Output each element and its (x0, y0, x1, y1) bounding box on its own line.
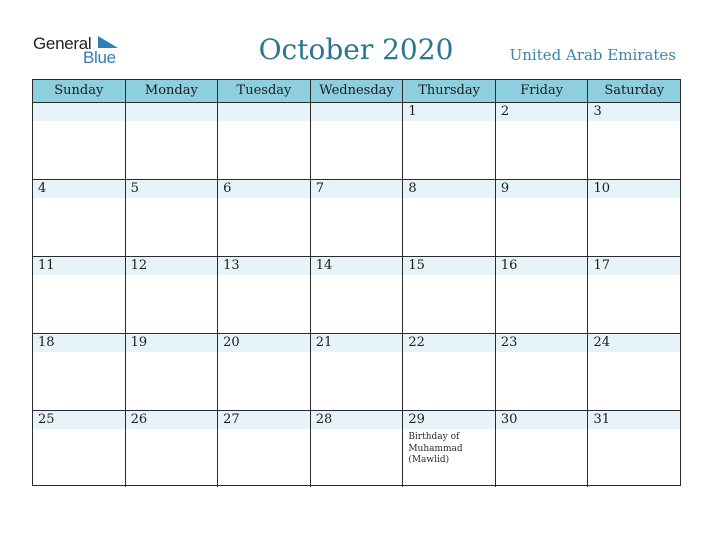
weekday-header (33, 80, 680, 103)
day-cell (588, 334, 680, 410)
day-cell (311, 334, 404, 410)
day-cell (588, 257, 680, 333)
day-cell (33, 257, 126, 333)
date-band (588, 103, 680, 121)
day-cell (403, 103, 496, 179)
day-number: 21 (315, 335, 333, 350)
calendar-title: October 2020 (258, 33, 454, 66)
weeks-container (33, 103, 680, 487)
day-number: 11 (38, 258, 55, 273)
day-cell (218, 257, 311, 333)
day-cell (496, 411, 589, 487)
day-cell (126, 257, 219, 333)
day-number: 22 (408, 335, 425, 350)
weekday-sunday: Sunday (33, 80, 126, 102)
day-cell (403, 411, 496, 487)
day-number: 13 (223, 258, 240, 273)
day-number: 27 (223, 412, 240, 427)
empty-day-cell (126, 103, 219, 179)
day-cell (218, 180, 311, 256)
day-number: 14 (315, 258, 333, 273)
day-number: 10 (593, 181, 611, 196)
empty-day-cell (311, 103, 404, 179)
day-number: 3 (593, 104, 602, 119)
day-number: 31 (593, 412, 611, 427)
holiday-event: Birthday of Muhammad (Mawlid) (408, 432, 463, 465)
weekday-friday: Friday (496, 80, 589, 102)
day-cell (588, 180, 680, 256)
weekday-saturday: Saturday (604, 83, 665, 98)
day-cell (588, 411, 680, 487)
day-cell (311, 180, 404, 256)
date-band (311, 103, 403, 121)
day-number: 1 (408, 104, 417, 119)
week-row (33, 257, 680, 334)
date-band (403, 180, 495, 198)
day-cell (33, 334, 126, 410)
day-number: 6 (223, 181, 232, 196)
date-band (496, 103, 588, 121)
date-band (218, 103, 310, 121)
day-number: 26 (130, 412, 148, 427)
day-number: 25 (38, 412, 55, 427)
country-label: United Arab Emirates (509, 46, 676, 64)
day-number: 24 (593, 335, 611, 350)
day-cell (311, 411, 404, 487)
day-cell (218, 411, 311, 487)
day-cell (496, 334, 589, 410)
empty-day-cell (33, 103, 126, 179)
day-cell (496, 257, 589, 333)
day-number: 28 (315, 412, 333, 427)
day-cell (496, 180, 589, 256)
day-cell (33, 411, 126, 487)
day-number: 12 (130, 258, 148, 273)
empty-day-cell (218, 103, 311, 179)
date-band (126, 103, 218, 121)
day-number: 7 (315, 181, 325, 196)
day-number: 9 (500, 181, 510, 196)
calendar-grid (32, 79, 681, 486)
logo-text-blue: Blue (83, 48, 116, 67)
day-cell (311, 257, 404, 333)
day-number: 4 (38, 181, 47, 196)
day-cell (403, 180, 496, 256)
weekday-thursday: Thursday (403, 80, 496, 102)
day-number: 20 (223, 335, 240, 350)
week-row (33, 180, 680, 257)
day-cell (403, 334, 496, 410)
date-band (33, 103, 125, 121)
day-number: 2 (500, 104, 510, 119)
day-number: 5 (130, 181, 139, 196)
day-cell (218, 334, 311, 410)
weekday-monday: Monday (126, 80, 219, 102)
day-number: 17 (593, 258, 611, 273)
date-band (218, 180, 310, 198)
day-number: 8 (408, 181, 417, 196)
week-row (33, 103, 680, 180)
logo-text-general: General (33, 34, 92, 53)
weekday-tuesday: Tuesday (218, 80, 311, 102)
day-number: 19 (130, 335, 148, 350)
day-number: 30 (500, 412, 518, 427)
day-number: 23 (500, 335, 518, 350)
day-cell (496, 103, 589, 179)
week-row (33, 334, 680, 411)
date-band (311, 180, 403, 198)
day-cell (126, 180, 219, 256)
day-number: 16 (500, 258, 518, 273)
week-row (33, 411, 680, 487)
date-band (496, 180, 588, 198)
day-number: 15 (408, 258, 425, 273)
date-band (126, 180, 218, 198)
day-number: 18 (38, 335, 55, 350)
day-cell (33, 180, 126, 256)
day-cell (126, 334, 219, 410)
day-cell (403, 257, 496, 333)
weekday-wednesday: Wednesday (311, 80, 404, 102)
day-cell (126, 411, 219, 487)
date-band (403, 103, 495, 121)
day-number: 29 (408, 412, 425, 427)
date-band (33, 180, 125, 198)
day-cell (588, 103, 680, 179)
